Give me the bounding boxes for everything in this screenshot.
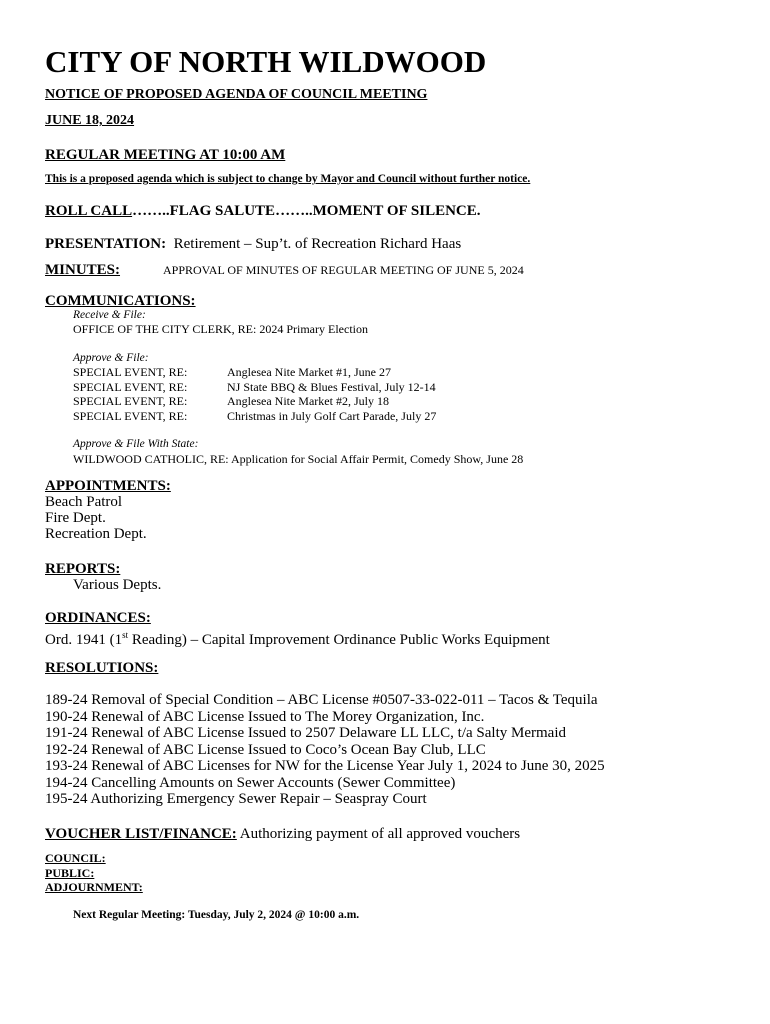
approve-file-state-item: WILDWOOD CATHOLIC, RE: Application for Social Affair Permit, Comedy Show, June 28 — [73, 452, 524, 466]
closing-headings — [45, 851, 143, 895]
voucher-line — [45, 825, 520, 843]
list-item: 189-24 Removal of Special Condition – ABC License #0507-33-022-011 – Tacos & Tequila — [45, 692, 598, 708]
resolutions-list — [45, 692, 605, 808]
list-item: 193-24 Renewal of ABC Licenses for NW for the License Year July 1, 2024 to June 30, 2025 — [45, 758, 605, 774]
special-events-list — [73, 365, 436, 423]
voucher-text: Authorizing payment of all approved vouchers — [239, 826, 521, 842]
meeting-time-heading: REGULAR MEETING AT 10:00 AM — [45, 147, 286, 163]
public-label: PUBLIC: — [45, 865, 95, 880]
reports-label: REPORTS: — [45, 561, 121, 577]
presentation-line — [45, 235, 461, 253]
appointments-label: APPOINTMENTS: — [45, 478, 171, 494]
receive-file-item: OFFICE OF THE CITY CLERK, RE: 2024 Primary Election — [73, 322, 368, 336]
list-item: 195-24 Authorizing Emergency Sewer Repair – Seaspray Court — [45, 791, 427, 807]
roll-call-separator: …….. — [132, 203, 170, 219]
presentation-text: Retirement – Sup’t. of Recreation Richard Haas — [173, 236, 462, 252]
list-item: Recreation Dept. — [45, 526, 147, 542]
approve-file-label: Approve & File: — [73, 352, 149, 364]
minutes-text: APPROVAL OF MINUTES OF REGULAR MEETING OF JUNE 5, 2024 — [163, 263, 524, 277]
list-item: SPECIAL EVENT, RE: Anglesea Nite Market #1, June 27 — [73, 365, 391, 379]
list-item: Beach Patrol — [45, 494, 123, 510]
moment-of-silence-label: MOMENT OF SILENCE. — [312, 203, 481, 219]
page-title: CITY OF NORTH WILDWOOD — [45, 44, 487, 79]
appointments-list — [45, 494, 147, 542]
roll-call-label: ROLL CALL — [45, 203, 133, 219]
voucher-label: VOUCHER LIST/FINANCE: — [45, 826, 237, 842]
flag-salute-separator: …….. — [275, 203, 313, 219]
list-item: SPECIAL EVENT, RE: Anglesea Nite Market #2, July 18 — [73, 394, 389, 408]
flag-salute-label: FLAG SALUTE — [169, 203, 276, 219]
list-item: Fire Dept. — [45, 510, 106, 526]
ordinance-item: Ord. 1941 (1st Reading) – Capital Improvement Ordinance Public Works Equipment — [45, 630, 550, 648]
list-item: SPECIAL EVENT, RE: Christmas in July Golf Cart Parade, July 27 — [73, 408, 437, 423]
agenda-disclaimer: This is a proposed agenda which is subject to change by Mayor and Council without further notice. — [45, 173, 531, 185]
minutes-label: MINUTES: — [45, 262, 121, 278]
receive-file-label: Receive & File: — [73, 309, 146, 321]
notice-heading: NOTICE OF PROPOSED AGENDA OF COUNCIL MEETING — [45, 87, 428, 102]
ordinances-label: ORDINANCES: — [45, 610, 151, 626]
list-item: 190-24 Renewal of ABC License Issued to The Morey Organization, Inc. — [45, 708, 485, 725]
reports-text: Various Depts. — [73, 577, 162, 593]
resolutions-label: RESOLUTIONS: — [45, 660, 159, 676]
roll-call-line — [45, 202, 481, 220]
next-meeting: Next Regular Meeting: Tuesday, July 2, 2024 @ 10:00 a.m. — [73, 909, 360, 921]
list-item: 191-24 Renewal of ABC License Issued to 2507 Delaware LL LLC, t/a Salty Mermaid — [45, 725, 566, 741]
meeting-date: JUNE 18, 2024 — [45, 113, 135, 128]
communications-label: COMMUNICATIONS: — [45, 293, 196, 309]
presentation-label: PRESENTATION: — [45, 236, 167, 252]
list-item: 194-24 Cancelling Amounts on Sewer Accounts (Sewer Committee) — [45, 774, 456, 791]
adjournment-label: ADJOURNMENT: — [45, 880, 143, 894]
list-item: SPECIAL EVENT, RE: NJ State BBQ & Blues Festival, July 12-14 — [73, 379, 436, 394]
council-label: COUNCIL: — [45, 851, 106, 865]
approve-file-state-label: Approve & File With State: — [73, 438, 199, 450]
list-item: 192-24 Renewal of ABC License Issued to Coco’s Ocean Bay Club, LLC — [45, 741, 486, 758]
